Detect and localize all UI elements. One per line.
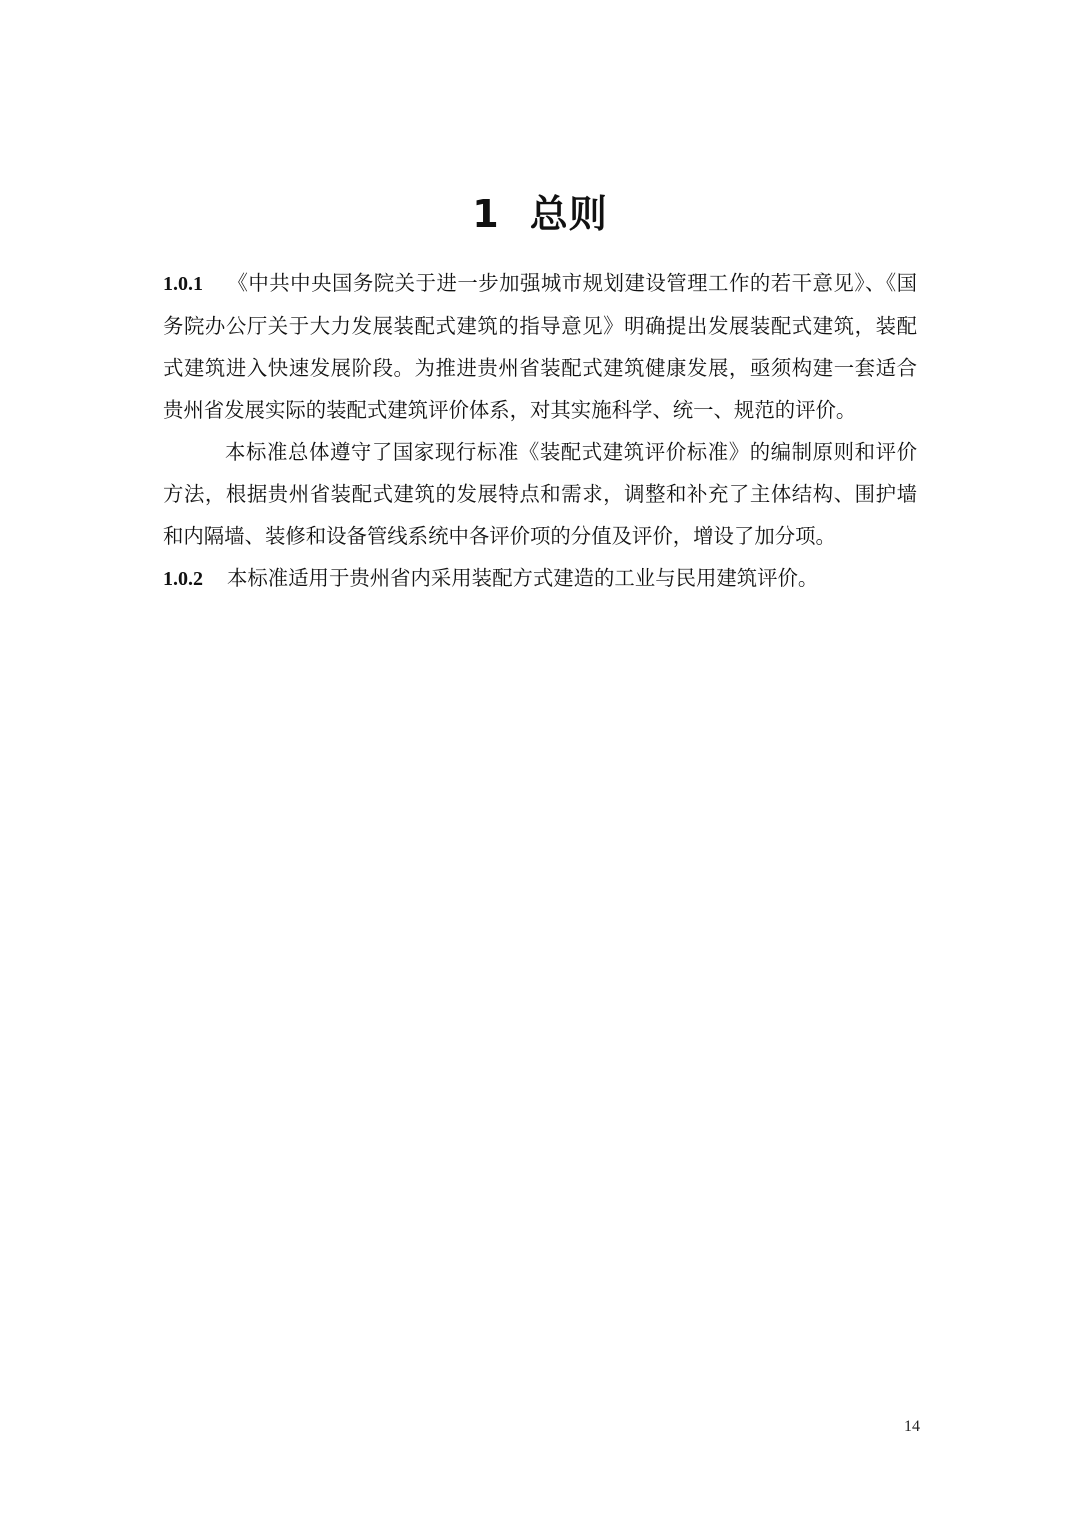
clause-text: 本标准适用于贵州省内采用装配方式建造的工业与民用建筑评价。 [227,566,819,590]
clause-1-0-1-paragraph-1 [163,262,917,431]
chapter-heading [0,186,1080,242]
clause-text: 本标准总体遵守了国家现行标准《装配式建筑评价标准》的编制原则和评价方法，根据贵州省装配式建筑的发展特点和需求，调整和补充了主体结构、围护墙和内隔墙、装修和设备管线系统中各评价项的分值及评价，增设了加分项。 [163,440,917,548]
clause-1-0-2-paragraph-1 [163,557,917,600]
clause-number: 1.0.1 [163,273,203,295]
clause-text: 《中共中央国务院关于进一步加强城市规划建设管理工作的若干意见》、《国务院办公厅关于大力发展装配式建筑的指导意见》明确提出发展装配式建筑，装配式建筑进入快速发展阶段。为推进贵州省装配式建筑健康发展，亟须构建一套适合贵州省发展实际的装配式建筑评价体系，对其实施科学、统一、规范的评价。 [163,271,917,422]
page-number: 14 [904,1418,920,1435]
clause-number: 1.0.2 [163,568,203,590]
chapter-number: 1 [472,192,500,236]
chapter-title: 总则 [529,192,608,236]
clause-1-0-1-paragraph-2 [163,431,917,557]
chapter-body [163,262,917,600]
